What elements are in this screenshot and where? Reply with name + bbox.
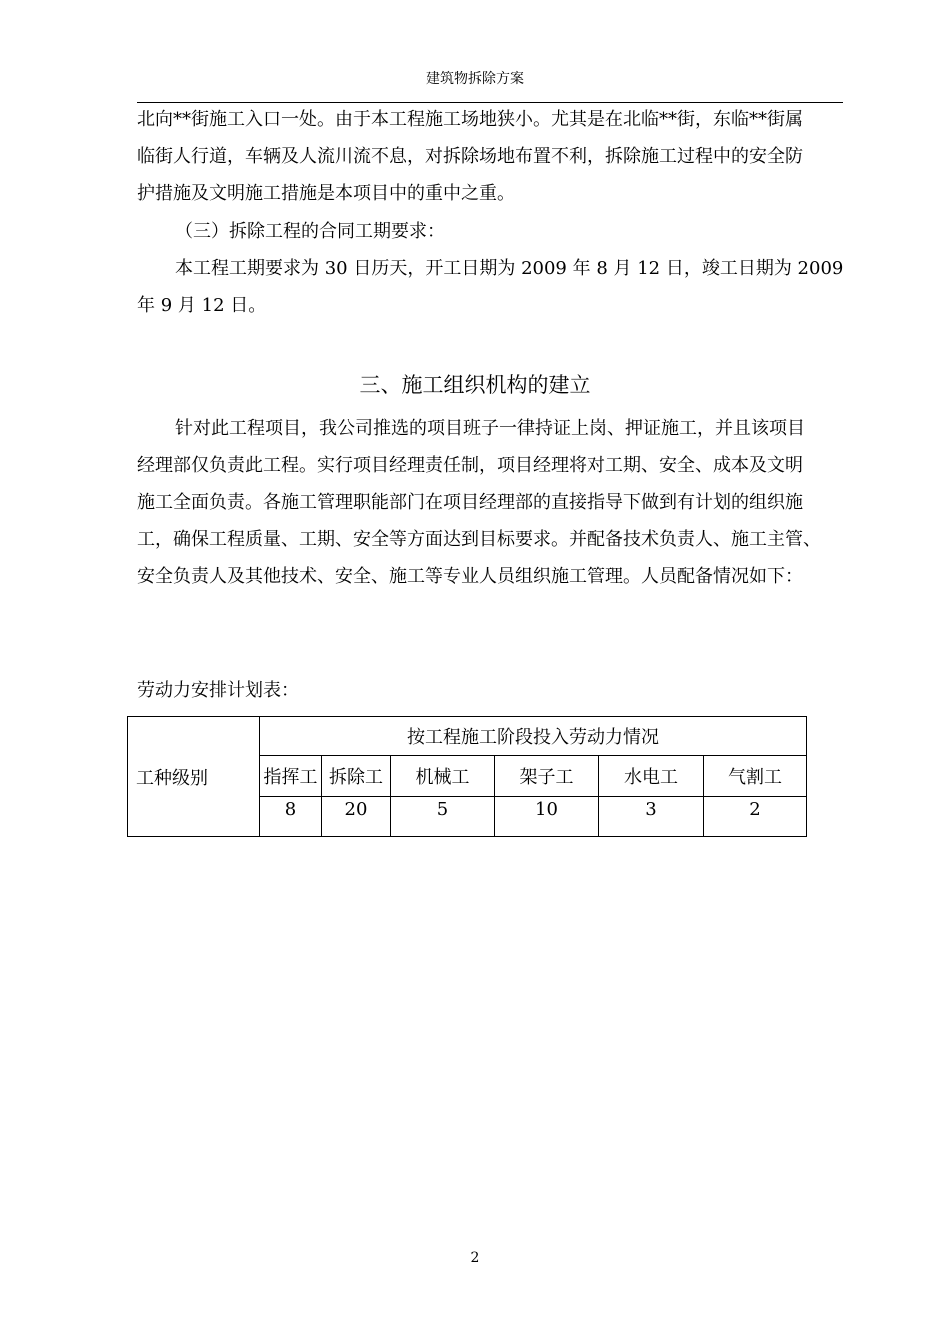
- table-column-header: 机械工: [391, 756, 495, 797]
- text-line: 本工程工期要求为 30 日历天，开工日期为 2009 年 8 月 12 日，竣工日期为 2009: [175, 258, 844, 279]
- table-cell: 8: [260, 797, 322, 837]
- table-cell: 2: [704, 797, 807, 837]
- paragraph-organization: [137, 410, 843, 595]
- text-line: 施工全面负责。各施工管理职能部门在项目经理部的直接指导下做到有计划的组织施: [137, 492, 803, 513]
- text-line: 护措施及文明施工措施是本项目中的重中之重。: [137, 183, 515, 204]
- section-title: 三、施工组织机构的建立: [359, 373, 591, 397]
- page-header: 建筑物拆除方案: [426, 71, 524, 87]
- text-line: 经理部仅负责此工程。实行项目经理责任制，项目经理将对工期、安全、成本及文明: [137, 455, 803, 476]
- table-caption: 劳动力安排计划表：: [137, 680, 299, 701]
- text-line: 工，确保工程质量、工期、安全等方面达到目标要求。并配备技术负责人、施工主管、: [137, 529, 821, 550]
- table-cell: 20: [322, 797, 391, 837]
- table-column-header: 架子工: [495, 756, 599, 797]
- table-group-header: 按工程施工阶段投入劳动力情况: [260, 717, 807, 756]
- paragraph-schedule: [137, 250, 843, 324]
- text-line: 针对此工程项目，我公司推选的项目班子一律持证上岗、押证施工，并且该项目: [175, 418, 805, 439]
- labor-plan-table: [127, 716, 807, 837]
- table-cell: 5: [391, 797, 495, 837]
- paragraph-site-conditions: [137, 101, 843, 212]
- table-row-header: 工种级别: [128, 717, 260, 837]
- text-line: 北向**街施工入口一处。由于本工程施工场地狭小。尤其是在北临**街，东临**街属: [137, 109, 803, 130]
- page-number: 2: [470, 1250, 480, 1266]
- subheading-contract-period: （三）拆除工程的合同工期要求：: [175, 221, 445, 242]
- text-line: 年 9 月 12 日。: [137, 295, 267, 316]
- text-line: 临街人行道，车辆及人流川流不息，对拆除场地布置不利，拆除施工过程中的安全防: [137, 146, 803, 167]
- table-column-header: 水电工: [599, 756, 704, 797]
- table-cell: 3: [599, 797, 704, 837]
- table-column-header: 指挥工: [260, 756, 322, 797]
- table-cell: 10: [495, 797, 599, 837]
- table-column-header: 气割工: [704, 756, 807, 797]
- text-line: 安全负责人及其他技术、安全、施工等专业人员组织施工管理。人员配备情况如下：: [137, 566, 803, 587]
- table-column-header: 拆除工: [322, 756, 391, 797]
